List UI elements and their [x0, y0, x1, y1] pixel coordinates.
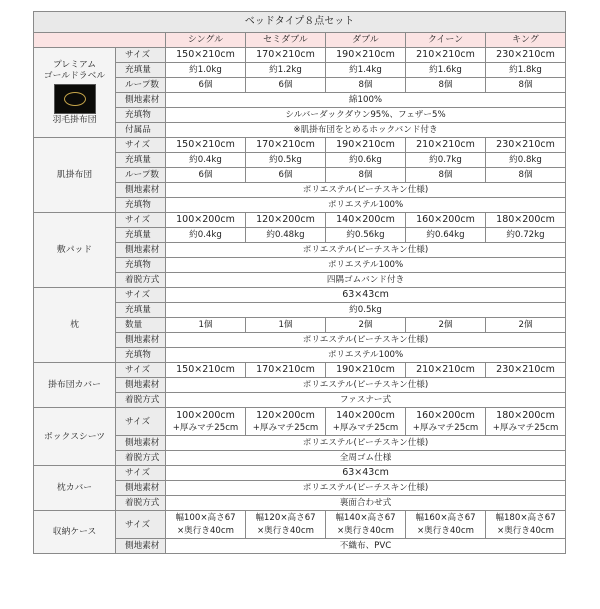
label-filling: 充填物 [116, 198, 166, 213]
premium-filling: シルバーダックダウン95%、フェザー5% [166, 108, 566, 123]
boxsheet-sidefabric: ポリエステル(ピーチスキン仕様) [166, 436, 566, 451]
premium-sidefabric: 綿100% [166, 93, 566, 108]
hadagake-category-cell: 肌掛布団 [34, 138, 116, 213]
cover-size-semidouble: 170×210cm [246, 363, 326, 378]
hadagake-size-single: 150×210cm [166, 138, 246, 153]
storage-size-double-l1: 幅140×高さ67 [335, 512, 396, 523]
boxsheet-size-single [166, 408, 246, 436]
hadagake-size-semidouble: 170×210cm [246, 138, 326, 153]
premium-size-double: 190×210cm [326, 48, 406, 63]
product-image [54, 84, 96, 114]
premium-loops-semidouble: 6個 [246, 78, 326, 93]
label-sidefabric: 側地素材 [116, 243, 166, 258]
header-king: キング [486, 33, 566, 48]
cover-size-row [34, 363, 566, 378]
pillow-category-cell: 枕 [34, 288, 116, 363]
pillow-quantity-semidouble: 1個 [246, 318, 326, 333]
premium-name-line1: プレミアム [52, 59, 97, 70]
hadagake-size-row [34, 138, 566, 153]
pillow-quantity-double: 2個 [326, 318, 406, 333]
storage-size-single [166, 511, 246, 539]
hadagake-filling: ポリエステル100% [166, 198, 566, 213]
hadagake-loops-semidouble: 6個 [246, 168, 326, 183]
cover-attach: ファスナー式 [166, 393, 566, 408]
storage-size-queen-l2: ×奥行き40cm [416, 525, 474, 536]
pillow-size: 63×43cm [166, 288, 566, 303]
pillow-quantity-queen: 2個 [406, 318, 486, 333]
pillowcover-size: 63×43cm [166, 466, 566, 481]
pad-size-single: 100×200cm [166, 213, 246, 228]
boxsheet-size-double-l2: +厚みマチ25cm [332, 422, 399, 433]
cover-size-double: 190×210cm [326, 363, 406, 378]
premium-size-queen: 210×210cm [406, 48, 486, 63]
pillow-filling: ポリエステル100% [166, 348, 566, 363]
boxsheet-size-row [34, 408, 566, 436]
pillow-quantity-king: 2個 [486, 318, 566, 333]
pillowcover-size-row [34, 466, 566, 481]
storage-size-semidouble-l2: ×奥行き40cm [256, 525, 314, 536]
boxsheet-size-single-l2: +厚みマチ25cm [172, 422, 239, 433]
hadagake-size-queen: 210×210cm [406, 138, 486, 153]
storage-size-semidouble-l1: 幅120×高さ67 [255, 512, 316, 523]
storage-size-king [486, 511, 566, 539]
label-accessory: 付属品 [116, 123, 166, 138]
premium-size-single: 150×210cm [166, 48, 246, 63]
header-double: ダブル [326, 33, 406, 48]
label-sidefabric: 側地素材 [116, 333, 166, 348]
storage-size-double-l2: ×奥行き40cm [336, 525, 394, 536]
hadagake-loops-double: 8個 [326, 168, 406, 183]
label-size: サイズ [116, 48, 166, 63]
storage-size-queen [406, 511, 486, 539]
table-title: ベッドタイプ８点セット [34, 12, 566, 33]
pad-size-double: 140×200cm [326, 213, 406, 228]
spec-table [33, 11, 566, 554]
pad-fill-single: 約0.4kg [166, 228, 246, 243]
header-semidouble: セミダブル [246, 33, 326, 48]
label-sidefabric: 側地素材 [116, 481, 166, 496]
boxsheet-attach: 全周ゴム仕様 [166, 451, 566, 466]
storage-category-cell: 収納ケース [34, 511, 116, 554]
pillowcover-sidefabric: ポリエステル(ピーチスキン仕様) [166, 481, 566, 496]
hadagake-loops-queen: 8個 [406, 168, 486, 183]
boxsheet-size-queen [406, 408, 486, 436]
boxsheet-category-cell: ボックスシーツ [34, 408, 116, 466]
hadagake-fill-queen: 約0.7kg [406, 153, 486, 168]
pillowcover-category-cell: 枕カバー [34, 466, 116, 511]
boxsheet-size-single-l1: 100×200cm [176, 409, 235, 421]
premium-name-line2: ゴールドラベル [43, 70, 106, 81]
header-blank [34, 33, 166, 48]
cover-category-cell: 掛布団カバー [34, 363, 116, 408]
label-filling: 充填物 [116, 258, 166, 273]
pillow-quantity-single: 1個 [166, 318, 246, 333]
label-fill: 充填量 [116, 153, 166, 168]
storage-size-king-l1: 幅180×高さ67 [495, 512, 556, 523]
hadagake-fill-semidouble: 約0.5kg [246, 153, 326, 168]
hadagake-size-double: 190×210cm [326, 138, 406, 153]
label-fill: 充填量 [116, 228, 166, 243]
label-size: サイズ [116, 138, 166, 153]
label-filling: 充填物 [116, 108, 166, 123]
label-quantity: 数量 [116, 318, 166, 333]
storage-sidefabric: 不織布、PVC [166, 539, 566, 554]
label-size: サイズ [116, 363, 166, 378]
pad-sidefabric: ポリエステル(ピーチスキン仕様) [166, 243, 566, 258]
label-attach: 着脱方式 [116, 451, 166, 466]
hadagake-loops-king: 8個 [486, 168, 566, 183]
premium-size-semidouble: 170×210cm [246, 48, 326, 63]
boxsheet-size-king [486, 408, 566, 436]
storage-size-queen-l1: 幅160×高さ67 [415, 512, 476, 523]
boxsheet-size-king-l1: 180×200cm [496, 409, 555, 421]
label-loops: ループ数 [116, 78, 166, 93]
label-loops: ループ数 [116, 168, 166, 183]
pad-size-semidouble: 120×200cm [246, 213, 326, 228]
cover-sidefabric: ポリエステル(ピーチスキン仕様) [166, 378, 566, 393]
hadagake-sidefabric: ポリエステル(ピーチスキン仕様) [166, 183, 566, 198]
hadagake-size-king: 230×210cm [486, 138, 566, 153]
hadagake-loops-single: 6個 [166, 168, 246, 183]
pillow-fill: 約0.5kg [166, 303, 566, 318]
storage-size-single-l2: ×奥行き40cm [176, 525, 234, 536]
premium-fill-double: 約1.4kg [326, 63, 406, 78]
pillowcover-attach: 裏面合わせ式 [166, 496, 566, 511]
boxsheet-size-semidouble-l1: 120×200cm [256, 409, 315, 421]
boxsheet-size-semidouble-l2: +厚みマチ25cm [252, 422, 319, 433]
label-size: サイズ [116, 288, 166, 303]
boxsheet-size-double-l1: 140×200cm [336, 409, 395, 421]
header-queen: クイーン [406, 33, 486, 48]
premium-fill-king: 約1.8kg [486, 63, 566, 78]
premium-fill-queen: 約1.6kg [406, 63, 486, 78]
cover-size-queen: 210×210cm [406, 363, 486, 378]
label-attach: 着脱方式 [116, 496, 166, 511]
label-fill: 充填量 [116, 63, 166, 78]
storage-size-king-l2: ×奥行き40cm [497, 525, 555, 536]
pillow-sidefabric: ポリエステル(ピーチスキン仕様) [166, 333, 566, 348]
label-sidefabric: 側地素材 [116, 183, 166, 198]
boxsheet-size-double [326, 408, 406, 436]
hadagake-fill-king: 約0.8kg [486, 153, 566, 168]
premium-fill-single: 約1.0kg [166, 63, 246, 78]
label-sidefabric: 側地素材 [116, 436, 166, 451]
label-sidefabric: 側地素材 [116, 378, 166, 393]
premium-name-line3: 羽毛掛布団 [52, 114, 97, 125]
label-size: サイズ [116, 466, 166, 481]
boxsheet-size-king-l2: +厚みマチ25cm [492, 422, 559, 433]
pad-fill-queen: 約0.64kg [406, 228, 486, 243]
label-size: サイズ [116, 408, 166, 436]
pad-fill-king: 約0.72kg [486, 228, 566, 243]
premium-loops-queen: 8個 [406, 78, 486, 93]
hadagake-fill-single: 約0.4kg [166, 153, 246, 168]
premium-accessory: ※肌掛布団をとめるホックバンド付き [166, 123, 566, 138]
header-row [34, 33, 566, 48]
premium-loops-single: 6個 [166, 78, 246, 93]
pillow-size-row [34, 288, 566, 303]
pad-filling: ポリエステル100% [166, 258, 566, 273]
storage-size-single-l1: 幅100×高さ67 [175, 512, 236, 523]
cover-size-single: 150×210cm [166, 363, 246, 378]
premium-loops-king: 8個 [486, 78, 566, 93]
premium-size-row [34, 48, 566, 63]
storage-size-double [326, 511, 406, 539]
label-fill: 充填量 [116, 303, 166, 318]
pad-size-row [34, 213, 566, 228]
premium-loops-double: 8個 [326, 78, 406, 93]
label-size: サイズ [116, 213, 166, 228]
premium-fill-semidouble: 約1.2kg [246, 63, 326, 78]
label-size: サイズ [116, 511, 166, 539]
premium-size-king: 230×210cm [486, 48, 566, 63]
label-sidefabric: 側地素材 [116, 93, 166, 108]
label-sidefabric: 側地素材 [116, 539, 166, 554]
label-filling: 充填物 [116, 348, 166, 363]
cover-size-king: 230×210cm [486, 363, 566, 378]
storage-size-row [34, 511, 566, 539]
pad-attach: 四隅ゴムバンド付き [166, 273, 566, 288]
label-attach: 着脱方式 [116, 273, 166, 288]
header-single: シングル [166, 33, 246, 48]
boxsheet-size-queen-l2: +厚みマチ25cm [412, 422, 479, 433]
pad-size-king: 180×200cm [486, 213, 566, 228]
label-attach: 着脱方式 [116, 393, 166, 408]
premium-category-cell [34, 48, 116, 138]
storage-size-semidouble [246, 511, 326, 539]
pad-category-cell: 敷パッド [34, 213, 116, 288]
boxsheet-size-queen-l1: 160×200cm [416, 409, 475, 421]
pad-fill-double: 約0.56kg [326, 228, 406, 243]
boxsheet-size-semidouble [246, 408, 326, 436]
pad-fill-semidouble: 約0.48kg [246, 228, 326, 243]
spec-table-container [33, 11, 565, 554]
pad-size-queen: 160×200cm [406, 213, 486, 228]
hadagake-fill-double: 約0.6kg [326, 153, 406, 168]
